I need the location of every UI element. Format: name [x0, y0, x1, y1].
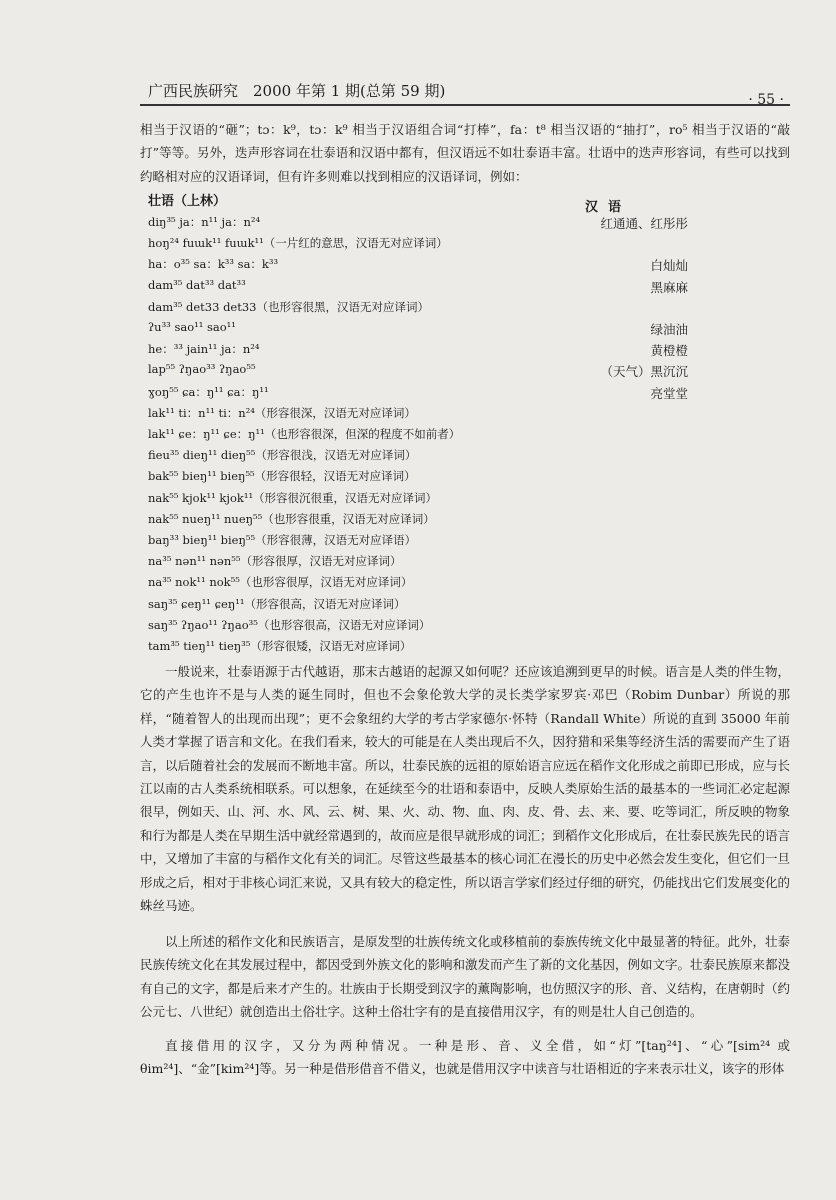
table-row [148, 405, 688, 427]
zhuang-word: tam³⁵ tieŋ¹¹ tieŋ³⁵（形容很矮，汉语无对应译词） [148, 639, 412, 653]
zhuang-word: nak⁵⁵ nueŋ¹¹ nueŋ⁵⁵（也形容很重，汉语无对应译词） [148, 511, 435, 526]
page-header [140, 78, 790, 106]
zhuang-word: baŋ³³ bieŋ¹¹ bieŋ⁵⁵（形容很薄，汉语无对应译语） [148, 533, 417, 547]
table-row [148, 341, 688, 363]
zhuang-word: bak⁵⁵ bieŋ¹¹ bieŋ⁵⁵（形容很轻，汉语无对应译词） [148, 469, 416, 484]
table-row [148, 426, 688, 448]
table-row [148, 384, 688, 406]
zhuang-word: na³⁵ nən¹¹ nən⁵⁵（形容很厚，汉语无对应译词） [148, 554, 402, 569]
zhuang-word: lak¹¹ ɕe：ŋ¹¹ ɕe：ŋ¹¹（也形容很深，但深的程度不如前者） [148, 427, 461, 441]
table-row [148, 553, 688, 575]
zhuang-word: nak⁵⁵ kjok¹¹ kjok¹¹（形容很沉很重，汉语无对应译词） [148, 490, 438, 505]
table-row [148, 490, 688, 512]
zhuang-word: diŋ³⁵ ja：n¹¹ ja：n²⁴ [148, 215, 261, 229]
table-row [148, 511, 688, 533]
zhuang-word: he：³³ jain¹¹ ja：n²⁴ [148, 342, 260, 357]
zhuang-word: ɣoŋ⁵⁵ ɕa：ŋ¹¹ ɕa：ŋ¹¹ [148, 384, 269, 399]
zhuang-word: saŋ³⁵ ʔŋao¹¹ ʔŋao³⁵（也形容很高，汉语无对应译词） [148, 617, 431, 632]
body-paragraph-1: 一般说来，壮泰语源于古代越语，那末古越语的起源又如何呢？还应该追溯到更早的时候。语言是人类的伴生物，它的产生也许不是与人类的诞生同时，但也不会象伦敦大学的灵长类学家罗宾·邓巴（Robim Dunbar）所说的那样，“随着智人的出现而出现”；更不会象纽约大学的考古学家德尔·怀特（Randall White）所说的直到 35000 年前人类才掌握了语言和文化。在我们看来，较大的可能是在人类出现后不久，因狩猎和采集等经济生活的需要而产生了语言，以后随着社会的发展而不断地丰富。所以，壮泰民族的远祖的原始语言应远在稻作文化形成之前即已形成，应与长江以南的古人类系统相联系。可以想象，在延续至今的壮语和泰语中，反映人类原始生活的最基本的一些词汇必定起源很早，例如天、山、河、水、风、云、树、果、火、动、物、血、肉、皮、骨、去、来、要、吃等词汇，所反映的物象和行为都是人类在早期生活中就经常遇到的，故而应是很早就形成的词汇；到稻作文化形成后，在壮泰民族先民的语言中，又增加了丰富的与稻作文化有关的词汇。尽管这些最基本的核心词汇在漫长的历史中必然会发生变化，但它们一旦形成之后，相对于非核心词汇来说，又具有较大的稳定性，所以语言学家们经过仔细的研究，仍能找出它们发展变化的蛛丝马迹。 [140, 664, 791, 914]
zhuang-word: lap⁵⁵ ʔŋao³³ ʔŋao⁵⁵ [148, 362, 256, 377]
zhuang-word: na³⁵ nok¹¹ nok⁵⁵（也形容很厚，汉语无对应译词） [148, 575, 413, 590]
chinese-translation: （天气）黑沉沉 [600, 364, 688, 380]
chinese-translation: 白灿灿 [650, 258, 688, 274]
chinese-translation: 黄橙橙 [650, 343, 688, 359]
body-paragraph-3: 直接借用的汉字，又分为两种情况。一种是形、音、义全借，如“灯”[taŋ²⁴]、“心”[sim²⁴ 或 θim²⁴]、“金”[kim²⁴]等。另一种是借形借音不借义，也就是借用汉字中读音与壮语相近的字来表示壮义，该字的形体 [140, 1038, 790, 1077]
chinese-translation: 绿油油 [650, 322, 688, 337]
table-row [148, 532, 688, 554]
zhuang-word: dam³⁵ det33 det33（也形容很黑，汉语无对应译词） [148, 299, 429, 314]
table-row [148, 638, 688, 660]
zhuang-word: dam³⁵ dat³³ dat³³ [148, 277, 246, 292]
table-row [148, 235, 688, 257]
table-row [148, 320, 688, 342]
table-row [148, 574, 688, 596]
zhuang-word: fieu³⁵ dieŋ¹¹ dieŋ⁵⁵（形容很浅，汉语无对应译词） [148, 448, 417, 463]
chinese-translation: 红通通、红彤彤 [600, 216, 688, 231]
table-row [148, 256, 688, 278]
zhuang-word: ʔu³³ sao¹¹ sao¹¹ [148, 320, 236, 334]
page-number: · 55 · [748, 92, 784, 108]
table-row [148, 362, 688, 384]
zhuang-word: hoŋ²⁴ fuɯk¹¹ fuɯk¹¹（一片红的意思，汉语无对应译词） [148, 236, 448, 251]
table-row [148, 214, 688, 236]
zhuang-word: saŋ³⁵ ɕeŋ¹¹ ɕeŋ¹¹（形容很高，汉语无对应译词） [148, 596, 406, 611]
chinese-translation: 亮堂堂 [650, 385, 688, 401]
table-row [148, 617, 688, 639]
body-paragraph-2: 以上所述的稻作文化和民族语言，是原发型的壮族传统文化或移植前的泰族传统文化中最显著的特征。此外，壮泰民族传统文化在其发展过程中，都因受到外族文化的影响和激发而产生了新的文化基因，例如文字。壮泰民族原来都没有自己的文字，都是后来才产生的。壮族由于长期受到汉字的薰陶影响，也仿照汉字的形、音、义结构，在唐朝时（约公元七、八世纪）就创造出土俗壮字。这种土俗壮字有的是直接借用汉字，有的则是壮人自己创造的。 [140, 934, 791, 1020]
zhuang-word: lak¹¹ ti：n¹¹ ti：n²⁴（形容很深，汉语无对应译词） [148, 405, 416, 420]
table-row [148, 447, 688, 469]
table-row [148, 468, 688, 490]
table-row [148, 596, 688, 618]
table-header-zhuang: 壮语（上林） [148, 194, 227, 209]
chinese-translation: 黑麻麻 [650, 279, 688, 295]
zhuang-word: ha：o³⁵ sa：k³³ sa：k³³ [148, 257, 279, 272]
journal-title: 广西民族研究 2000 年第 1 期(总第 59 期) [148, 82, 446, 100]
table-row [148, 299, 688, 321]
table-row [148, 278, 688, 300]
table-header-chinese: 汉语 [585, 200, 632, 215]
intro-paragraph: 相当于汉语的“砸”；tɔ：k⁹，tɔ：k⁹ 相当于汉语组合词“打棒”，fa：t⁸ 相当汉语的“抽打”，ro⁵ 相当于汉语的“敲打”等等。另外，迭声形容词在壮泰语和汉语中都有，但汉语远不如壮泰语丰富。壮语中的迭声形容词，有些可以找到约略相对应的汉语译词，但有许多则难以找到相应的汉语译词，例如： [140, 122, 790, 184]
